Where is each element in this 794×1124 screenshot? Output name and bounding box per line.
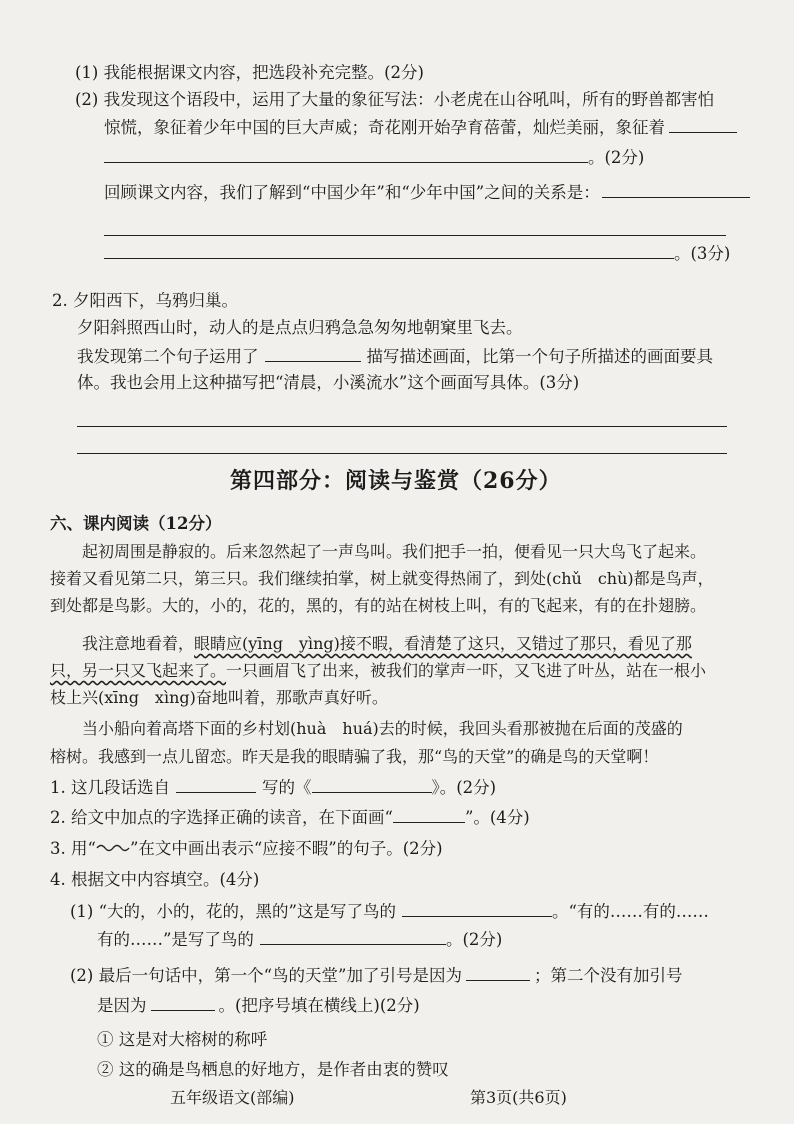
question-1-2-line3: [104, 146, 644, 170]
question-2-sentence: [77, 316, 523, 340]
score-text: 。(3分): [674, 244, 731, 263]
passage-text: 眼睛应(yīng yìng)接不暇，看清楚了这只，又错过了那只，看见了那: [194, 634, 692, 653]
question-text: 。“有的……有的……: [552, 902, 709, 921]
question-text: (1) “大的，小的，花的，黑的”这是写了鸟的: [70, 902, 396, 921]
answer-blank[interactable]: [104, 148, 588, 163]
part4-title: 第四部分：阅读与鉴赏（26分）: [230, 468, 562, 494]
question-text: 描写描述画面，比第一个句子所描述的画面要具: [366, 347, 713, 366]
question-1-2-line2: [104, 116, 737, 140]
question-text: 夕阳斜照西山时，动人的是点点归鸦急急匆匆地朝窠里飞去。: [77, 318, 523, 337]
option-2: ② 这的确是鸟栖息的好地方，是作者由衷的赞叹: [97, 1060, 449, 1079]
question-text: 1. 这几段话选自: [50, 778, 170, 797]
answer-line[interactable]: [77, 426, 727, 427]
question-text: 有的……”是写了鸟的: [97, 930, 254, 949]
question-text: 2. 给文中加点的字选择正确的读音，在下面画“: [50, 808, 393, 827]
question-1-3: [104, 181, 750, 205]
question-text: 我发现第二个句子运用了: [77, 347, 259, 366]
answer-blank[interactable]: [669, 118, 737, 133]
passage-line: 起初周围是静寂的。后来忽然起了一声鸟叫。我们把手一拍，便看见一只大鸟飞了起来。: [82, 542, 707, 561]
answer-blank[interactable]: [312, 778, 432, 793]
question-1-3-line3: [104, 242, 730, 266]
question-4-1: [50, 776, 496, 800]
question-text: ；第二个没有加引号: [534, 966, 683, 985]
passage-text: 一只画眉飞了出来，被我们的掌声一吓，又飞进了叶丛，站在一根小: [226, 661, 707, 680]
question-4-4: 4. 根据文中内容填空。(4分): [50, 870, 260, 889]
question-text: 回顾课文内容，我们了解到“中国少年”和“少年中国”之间的关系是：: [104, 183, 600, 202]
answer-blank[interactable]: [466, 966, 530, 981]
question-text: ”在文中画出表示“应接不暇”的句子。(2分): [129, 839, 443, 858]
answer-blank[interactable]: [104, 244, 674, 259]
answer-line[interactable]: [104, 235, 726, 236]
answer-blank[interactable]: [265, 347, 361, 362]
passage-text: 我注意地看着，: [82, 634, 195, 653]
answer-blank[interactable]: [602, 183, 750, 198]
question-text: 写的《: [262, 778, 312, 797]
question-4-3: [50, 837, 443, 861]
score-text: 。(2分): [588, 148, 645, 167]
question-4-4-2-line2: [97, 994, 420, 1018]
answer-blank[interactable]: [260, 930, 446, 945]
passage-line: 榕树。我感到一点儿留恋。昨天是我的眼睛骗了我，那“鸟的天堂”的确是鸟的天堂啊！: [50, 747, 659, 766]
wavy-line-icon: [96, 837, 130, 861]
question-2-line2: [77, 371, 579, 395]
question-1-1: [75, 61, 424, 85]
question-4-4-1-line2: [97, 928, 502, 952]
question-text: (1) 我能根据课文内容，把选段补充完整。(2分): [75, 63, 424, 82]
passage-text: 只，另一只又飞起来了。: [50, 661, 227, 680]
question-text: 。(把序号填在横线上)(2分): [218, 996, 420, 1015]
passage-line: [50, 659, 706, 683]
answer-line[interactable]: [77, 453, 727, 454]
question-4-4-2-line1: [70, 964, 683, 988]
answer-blank[interactable]: [402, 902, 552, 917]
question-text: 。(2分): [445, 930, 503, 949]
question-4-4-1-line1: [70, 900, 709, 924]
passage-line: 当小船向着高塔下面的乡村划(huà huá)去的时候，我回头看那被抛在后面的茂盛的: [82, 719, 683, 738]
passage-line: 到处都是鸟影。大的，小的，花的，黑的，有的站在树枝上叫，有的飞起来，有的在扑翅膀。: [50, 596, 707, 615]
option-1: ① 这是对大榕树的称呼: [97, 1030, 268, 1049]
answer-blank[interactable]: [176, 778, 256, 793]
passage-line: 接着又看见第二只，第三只。我们继续拍掌，树上就变得热闹了，到处(chǔ chù)都是鸟声，: [50, 569, 714, 588]
answer-blank[interactable]: [393, 808, 465, 823]
footer-page-number: 第3页(共6页): [470, 1088, 567, 1107]
question-2-title: [52, 289, 238, 313]
question-4-2: [50, 806, 530, 830]
question-text: 是因为: [97, 996, 147, 1015]
question-2-line1: [77, 345, 713, 369]
question-text: 体。我也会用上这种描写把“清晨，小溪流水”这个画面写具体。(3分): [77, 373, 580, 392]
question-text: (2) 我发现这个语段中，运用了大量的象征写法：小老虎在山谷吼叫，所有的野兽都害怕: [75, 90, 715, 109]
passage-line: 枝上兴(xīng xìng)奋地叫着，那歌声真好听。: [50, 688, 388, 707]
passage-line: [82, 632, 692, 656]
question-text: 》。(2分): [431, 778, 497, 797]
question-1-2-line1: [75, 88, 714, 112]
answer-blank[interactable]: [151, 996, 215, 1011]
question-text: (2) 最后一句话中，第一个“鸟的天堂”加了引号是因为: [70, 966, 462, 985]
question-text: ”。(4分): [464, 808, 530, 827]
section-title: 六、课内阅读（12分）: [50, 514, 222, 533]
footer-subject: 五年级语文(部编): [170, 1088, 295, 1107]
question-text: 3. 用“: [50, 839, 96, 858]
question-text: 惊慌，象征着少年中国的巨大声威；奇花刚开始孕育蓓蕾，灿烂美丽，象征着: [104, 118, 665, 137]
question-text: 2. 夕阳西下，乌鸦归巢。: [52, 291, 238, 310]
